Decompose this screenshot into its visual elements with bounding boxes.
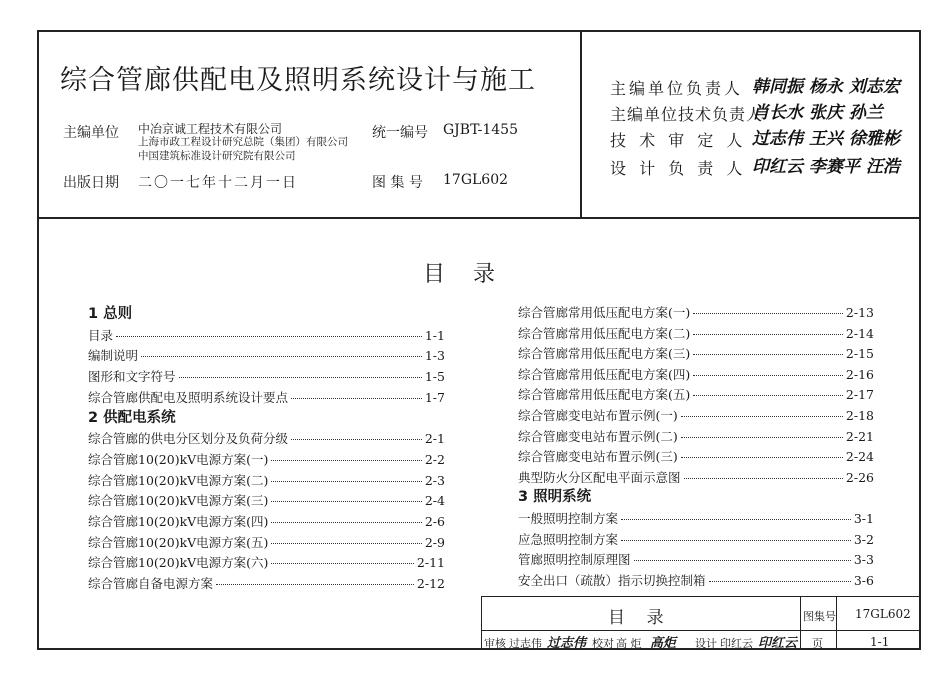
chief-unit-label: 主编单位 xyxy=(63,125,119,141)
title-block-col-2 xyxy=(836,596,837,650)
toc-entry-page: 2-14 xyxy=(845,325,874,341)
toc-entry-title: 综合管廊变电站布置示例(二) xyxy=(518,428,678,444)
publish-date-label: 出版日期 xyxy=(63,175,119,191)
toc-entry-page: 3-3 xyxy=(853,552,874,568)
atlas-title: 综合管廊供配电及照明系统设计与施工 xyxy=(60,65,536,96)
signatures-4: 印红云 李赛平 汪浩 xyxy=(752,157,900,177)
chief-unit-3: 中国建筑标准设计研究院有限公司 xyxy=(138,150,296,162)
leader-dots xyxy=(693,334,843,335)
toc-entry-title: 图形和文字符号 xyxy=(88,369,176,385)
review-label: 审核 xyxy=(484,637,506,650)
toc-entry-page: 2-1 xyxy=(424,431,445,447)
toc-entry[interactable] xyxy=(88,367,445,385)
toc-entry-title: 综合管廊变电站布置示例(一) xyxy=(518,408,678,423)
reviewer-signature: 过志伟 xyxy=(547,636,587,651)
toc-entry-title: 综合管廊10(20)kV电源方案(一) xyxy=(88,451,269,467)
toc-entry-title: 综合管廊变电站布置示例(三) xyxy=(518,449,678,465)
toc-entry-page: 1-7 xyxy=(424,389,445,405)
check-label: 校对 xyxy=(592,637,614,650)
leader-dots xyxy=(621,540,851,541)
toc-entry-title: 综合管廊供配电及照明系统设计要点 xyxy=(88,389,289,405)
atlas-no-label: 图 集 号 xyxy=(372,175,423,191)
toc-entry-page: 2-6 xyxy=(424,514,445,529)
toc-entry[interactable] xyxy=(518,406,874,424)
toc-entry-page: 2-16 xyxy=(845,366,874,382)
leader-dots xyxy=(709,581,851,582)
toc-entry[interactable] xyxy=(518,530,874,548)
leader-dots xyxy=(693,375,843,376)
toc-entry[interactable] xyxy=(88,450,445,468)
title-block-title: 目 录 xyxy=(608,608,664,628)
toc-entry[interactable] xyxy=(88,471,445,489)
title-block-atlas-no: 17GL602 xyxy=(855,607,911,621)
toc-entry-page: 2-3 xyxy=(424,472,445,488)
signatures-3: 过志伟 王兴 徐雅彬 xyxy=(752,129,900,149)
toc-entry[interactable] xyxy=(518,468,874,486)
toc-entry-title: 综合管廊的供电分区划分及负荷分级 xyxy=(88,431,289,447)
toc-entry-title: 编制说明 xyxy=(88,348,139,364)
page-label: 页 xyxy=(812,637,823,650)
publish-date: 二〇一七年十二月一日 xyxy=(138,175,298,191)
toc-entry-title: 综合管廊10(20)kV电源方案(三) xyxy=(88,493,269,509)
chief-unit-2: 上海市政工程设计研究总院（集团）有限公司 xyxy=(138,136,348,148)
toc-entry[interactable] xyxy=(518,344,874,362)
toc-entry-page: 2-24 xyxy=(845,449,874,465)
toc-entry[interactable] xyxy=(88,533,445,551)
toc-entry-page: 2-21 xyxy=(845,428,874,444)
checker: 高 炬 xyxy=(616,637,642,650)
left-section-heading: 1 总则 xyxy=(88,306,133,322)
toc-entry-title: 目录 xyxy=(88,327,114,343)
toc-entry-title: 综合管廊自备电源方案 xyxy=(88,576,214,592)
toc-entry-page: 2-13 xyxy=(845,305,874,320)
toc-title: 目 录 xyxy=(423,262,495,287)
toc-entry-title: 综合管廊常用低压配电方案(四) xyxy=(518,366,691,382)
toc-entry-title: 应急照明控制方案 xyxy=(518,531,619,547)
toc-entry[interactable] xyxy=(88,346,445,364)
toc-entry[interactable] xyxy=(518,571,874,589)
toc-entry-page: 2-12 xyxy=(416,576,445,592)
toc-entry[interactable] xyxy=(518,427,874,445)
toc-entry-title: 管廊照明控制原理图 xyxy=(518,552,631,568)
leader-dots xyxy=(216,584,414,585)
leader-dots xyxy=(681,437,843,438)
toc-entry-title: 综合管廊常用低压配电方案(一) xyxy=(518,305,691,320)
leader-dots xyxy=(291,439,422,440)
toc-entry-page: 2-18 xyxy=(845,408,874,423)
unified-no: GJBT-1455 xyxy=(443,122,518,138)
designer: 印红云 xyxy=(720,637,753,650)
toc-entry-title: 综合管廊10(20)kV电源方案(二) xyxy=(88,472,269,488)
title-block-atlas-label: 图集号 xyxy=(803,610,836,623)
toc-entry-title: 一般照明控制方案 xyxy=(518,511,619,526)
leader-dots xyxy=(271,543,421,544)
unified-no-label: 统一编号 xyxy=(372,125,428,141)
leader-dots xyxy=(684,478,843,479)
toc-entry[interactable] xyxy=(518,324,874,342)
toc-entry-title: 综合管廊常用低压配电方案(二) xyxy=(518,325,691,341)
toc-entry-page: 2-11 xyxy=(416,555,445,571)
toc-entry[interactable] xyxy=(88,326,445,344)
header-column-divider xyxy=(580,30,582,218)
toc-entry-title: 综合管廊常用低压配电方案(五) xyxy=(518,387,691,403)
toc-entry-page: 2-26 xyxy=(845,469,874,485)
toc-entry[interactable] xyxy=(518,385,874,403)
right-section-heading: 3 照明系统 xyxy=(518,489,592,506)
toc-entry-page: 1-5 xyxy=(424,369,445,385)
toc-entry[interactable] xyxy=(518,509,874,527)
leader-dots xyxy=(271,460,421,461)
resp-label-1: 主编单位负责人 xyxy=(610,79,744,98)
leader-dots xyxy=(621,519,851,520)
toc-entry[interactable] xyxy=(88,491,445,509)
header-divider xyxy=(37,217,921,219)
left-section-heading: 2 供配电系统 xyxy=(88,409,176,426)
chief-unit-1: 中冶京诚工程技术有限公司 xyxy=(138,122,283,136)
toc-entry-page: 1-1 xyxy=(424,327,445,343)
resp-label-4: 设 计 负 责 人 xyxy=(610,159,747,178)
toc-entry-page: 3-1 xyxy=(853,511,874,526)
leader-dots xyxy=(693,313,843,314)
signatures-1: 韩同振 杨永 刘志宏 xyxy=(752,77,900,97)
leader-dots xyxy=(693,354,843,355)
leader-dots xyxy=(681,457,843,458)
toc-entry-page: 2-15 xyxy=(845,346,874,362)
signatures-2: 肖长水 张庆 孙兰 xyxy=(752,103,883,123)
leader-dots xyxy=(693,395,843,396)
toc-entry[interactable] xyxy=(518,303,874,321)
leader-dots xyxy=(634,560,851,561)
leader-dots xyxy=(291,398,422,399)
toc-entry-title: 典型防火分区配电平面示意图 xyxy=(518,469,681,485)
toc-entry-page: 2-9 xyxy=(424,534,445,550)
toc-entry[interactable] xyxy=(88,429,445,447)
toc-entry[interactable] xyxy=(518,550,874,568)
toc-entry-title: 综合管廊10(20)kV电源方案(四) xyxy=(88,514,269,529)
leader-dots xyxy=(271,563,413,564)
toc-entry-page: 2-4 xyxy=(424,493,445,509)
title-block-col-1 xyxy=(800,596,801,650)
leader-dots xyxy=(141,356,422,357)
toc-entry-page: 3-6 xyxy=(853,572,874,588)
reviewer: 过志伟 xyxy=(509,637,542,650)
leader-dots xyxy=(271,481,421,482)
toc-entry-page: 2-2 xyxy=(424,451,445,467)
title-block-row-divider xyxy=(481,630,921,631)
toc-entry-page: 1-3 xyxy=(424,348,445,364)
toc-entry-page: 3-2 xyxy=(853,531,874,547)
toc-entry[interactable] xyxy=(88,553,445,571)
toc-entry-title: 综合管廊常用低压配电方案(三) xyxy=(518,346,691,362)
leader-dots xyxy=(681,416,843,417)
toc-entry-title: 综合管廊10(20)kV电源方案(六) xyxy=(88,555,269,571)
toc-entry[interactable] xyxy=(518,365,874,383)
toc-entry[interactable] xyxy=(88,574,445,592)
toc-entry[interactable] xyxy=(518,447,874,465)
leader-dots xyxy=(271,501,421,502)
atlas-no: 17GL602 xyxy=(443,172,509,188)
leader-dots xyxy=(271,522,421,523)
resp-label-2: 主编单位技术负责人 xyxy=(610,105,764,124)
checker-signature: 高炬 xyxy=(650,636,677,651)
page-number: 1-1 xyxy=(870,635,890,649)
leader-dots xyxy=(116,336,422,337)
toc-entry-page: 2-17 xyxy=(845,387,874,403)
toc-entry[interactable] xyxy=(88,388,445,406)
resp-label-3: 技 术 审 定 人 xyxy=(610,131,747,150)
toc-entry[interactable] xyxy=(88,512,445,530)
leader-dots xyxy=(179,377,422,378)
designer-signature: 印红云 xyxy=(758,636,798,651)
design-label: 设计 xyxy=(695,637,717,650)
toc-entry-title: 安全出口（疏散）指示切换控制箱 xyxy=(518,572,706,588)
toc-entry-title: 综合管廊10(20)kV电源方案(五) xyxy=(88,534,269,550)
